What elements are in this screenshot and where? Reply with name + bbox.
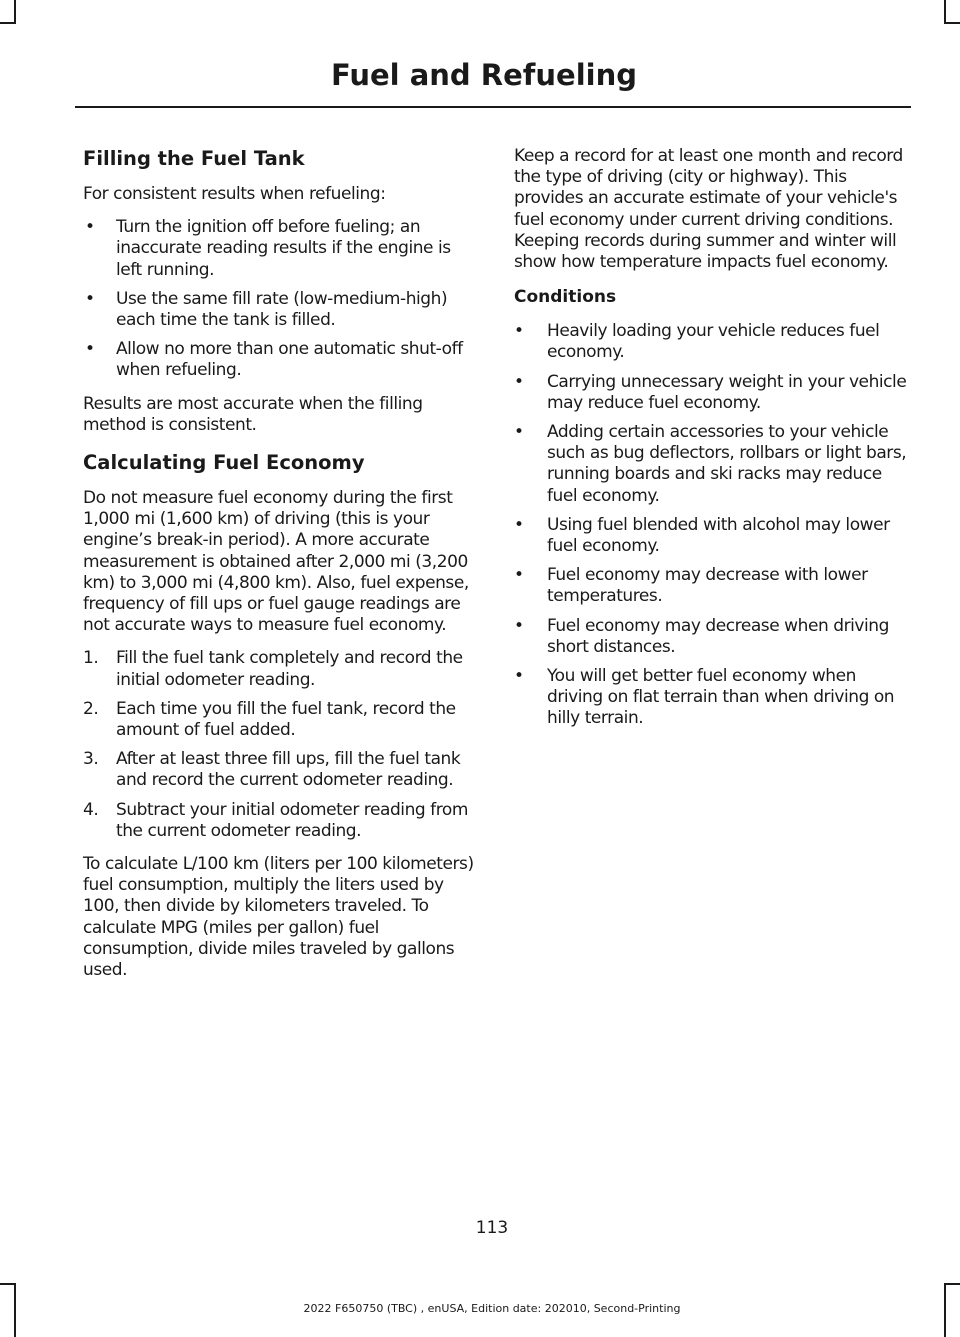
bullet-mark: • <box>514 615 524 636</box>
record-keeping-paragraph: Keep a record for at least one month and record the type of driving (city or highway). This provides an accurate estimate of your vehicle's fuel economy under current driving conditions. Keeping records during summer and winter will show how temperature impacts fuel economy. <box>514 146 903 273</box>
section-heading-conditions: Conditions <box>514 287 617 308</box>
page-number: 113 <box>475 1218 509 1238</box>
step-number: 2. <box>83 698 99 719</box>
list-item: 4. Subtract your initial odometer reading from the current odometer reading. <box>83 799 468 841</box>
crop-mark-top-right <box>944 0 946 22</box>
list-item: • Heavily loading your vehicle reduces fuel economy. <box>514 321 880 363</box>
footer-edition-info: 2022 F650750 (TBC) , enUSA, Edition date: 202010, Second-Printing <box>303 1302 681 1315</box>
bullet-mark: • <box>514 422 524 443</box>
header-rule <box>75 106 911 108</box>
bullet-mark: • <box>85 288 95 309</box>
calculating-steps-list <box>83 648 475 842</box>
list-item: • Using fuel blended with alcohol may lower fuel economy. <box>514 514 890 557</box>
bullet-mark: • <box>514 321 524 342</box>
step-number: 3. <box>83 749 99 770</box>
bullet-mark: • <box>514 371 524 392</box>
list-item: • Use the same fill rate (low-medium-high) each time the tank is filled. <box>85 288 448 331</box>
bullet-mark: • <box>514 666 524 687</box>
section-heading-filling: Filling the Fuel Tank <box>83 147 305 170</box>
section-outro-calculating: To calculate L/100 km (liters per 100 kilometers) fuel consumption, multiply the liters used by 100, then divide by kilometers traveled. To calculate MPG (miles per gallon) fuel consumption, divide miles traveled by gallons used. <box>83 854 474 981</box>
left-column <box>83 146 475 993</box>
list-item: • Fuel economy may decrease with lower temperatures. <box>514 565 868 607</box>
list-item: • Adding certain accessories to your vehicle such as bug deflectors, rollbars or light bars, running boards and ski racks may reduce fuel economy. <box>514 422 907 506</box>
step-number: 1. <box>83 648 99 669</box>
conditions-bullet-list <box>514 321 910 729</box>
right-column <box>514 146 910 742</box>
list-item: • Carrying unnecessary weight in your vehicle may reduce fuel economy. <box>514 371 907 413</box>
section-outro-filling: Results are most accurate when the filling method is consistent. <box>83 393 423 435</box>
section-intro-calculating: Do not measure fuel economy during the first 1,000 mi (1,600 km) of driving (this is your engine’s break-in period). A more accurate measurement is obtained after 2,000 mi (3,200 km) to 3,000 mi (4,800 km). Also, fuel expense, frequency of fill ups or fuel gauge readings are not accurate ways to measure fuel economy. <box>83 488 469 636</box>
list-item: • Fuel economy may decrease when driving short distances. <box>514 615 889 657</box>
crop-mark-bottom-right-h <box>944 1283 960 1285</box>
filling-bullet-list <box>83 217 475 381</box>
bullet-mark: • <box>514 565 524 586</box>
crop-mark-bottom-left-h <box>0 1283 16 1285</box>
crop-mark-top-left-h <box>0 22 16 24</box>
list-item: 2. Each time you fill the fuel tank, record the amount of fuel added. <box>83 698 456 741</box>
list-item: • Allow no more than one automatic shut-off when refueling. <box>85 339 463 381</box>
step-number: 4. <box>83 799 99 820</box>
crop-mark-top-left <box>14 0 16 22</box>
page-title: Fuel and Refueling <box>330 58 637 92</box>
crop-mark-top-right-h <box>944 22 960 24</box>
section-heading-calculating: Calculating Fuel Economy <box>83 451 365 475</box>
bullet-mark: • <box>85 339 95 360</box>
list-item: • You will get better fuel economy when driving on flat terrain than when driving on hilly terrain. <box>514 666 895 729</box>
list-item: • Turn the ignition off before fueling; an inaccurate reading results if the engine is left running. <box>85 217 451 280</box>
list-item: 3. After at least three fill ups, fill the fuel tank and record the current odometer reading. <box>83 749 461 791</box>
bullet-mark: • <box>514 514 524 535</box>
list-item: 1. Fill the fuel tank completely and record the initial odometer reading. <box>83 648 463 690</box>
section-intro-filling: For consistent results when refueling: <box>83 184 386 204</box>
bullet-mark: • <box>85 217 95 238</box>
